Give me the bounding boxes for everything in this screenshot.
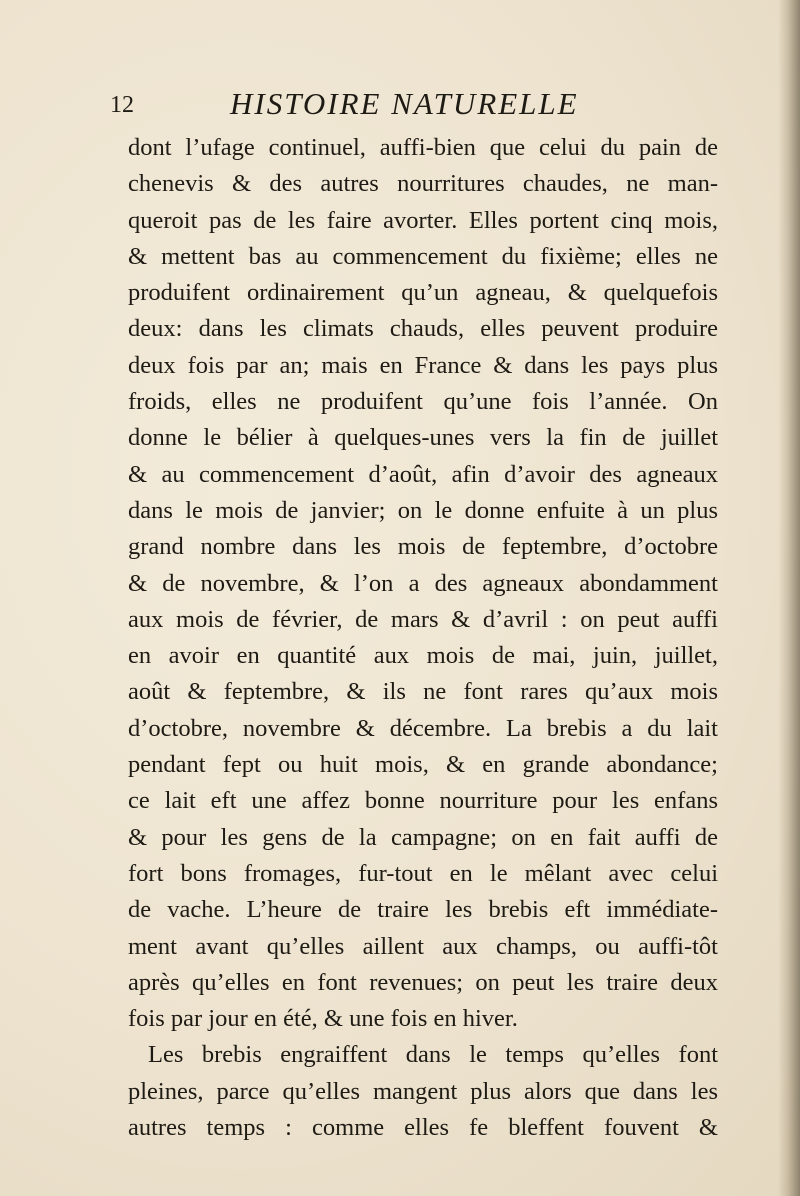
text-line: aux mois de février, de mars & d’avril : on peut auffi — [128, 605, 718, 633]
text-line: froids, elles ne produifent qu’une fois l’année. On — [128, 388, 718, 416]
text-line: pleines, parce qu’elles mangent plus alors que dans les — [128, 1077, 718, 1105]
text-line: autres temps : comme elles fe bleffent fouvent & — [128, 1114, 718, 1142]
text-line: deux: dans les climats chauds, elles peuvent produire — [128, 315, 718, 343]
text-line: queroit pas de les faire avorter. Elles portent cinq mois, — [128, 206, 718, 234]
text-line: août & feptembre, & ils ne font rares qu’aux mois — [128, 678, 718, 706]
text-line: après qu’elles en font revenues; on peut les traire deux — [128, 968, 718, 996]
text-line: d’octobre, novembre & décembre. La brebis a du lait — [128, 714, 718, 742]
text-line: chenevis & des autres nourritures chaudes, ne man- — [128, 170, 718, 198]
text-line: dont l’ufage continuel, auffi-bien que celui du pain de — [128, 134, 718, 161]
text-line: pendant fept ou huit mois, & en grande abondance; — [128, 751, 718, 779]
text-line: & de novembre, & l’on a des agneaux abondamment — [128, 569, 718, 597]
running-title: HISTOIRE NATURELLE — [230, 86, 579, 121]
text-line: grand nombre dans les mois de feptembre, d’octobre — [128, 533, 718, 561]
text-line: produifent ordinairement qu’un agneau, & quelquefois — [128, 279, 718, 307]
page-gutter-shadow — [778, 0, 800, 1196]
text-line: en avoir en quantité aux mois de mai, juin, juillet, — [128, 642, 718, 670]
text-line: ment avant qu’elles aillent aux champs, ou auffi-tôt — [128, 932, 718, 960]
text-line: & mettent bas au commencement du fixième; elles ne — [128, 242, 718, 270]
text-line: dans le mois de janvier; on le donne enfuite à un plus — [128, 496, 718, 524]
text-line: fort bons fromages, fur-tout en le mêlant avec celui — [128, 859, 718, 887]
text-line: ce lait eft une affez bonne nourriture pour les enfans — [128, 787, 718, 815]
text-line: & au commencement d’août, afin d’avoir des agneaux — [128, 460, 718, 488]
text-line: & pour les gens de la campagne; on en fait auffi de — [128, 823, 718, 851]
paragraph-end-line: fois par jour en été, & une fois en hiver. — [128, 1005, 518, 1033]
page-number: 12 — [110, 92, 134, 118]
page-header — [110, 86, 710, 126]
text-line: de vache. L’heure de traire les brebis eft immédiate- — [128, 896, 718, 924]
text-line: deux fois par an; mais en France & dans les pays plus — [128, 351, 718, 379]
body-text — [128, 130, 718, 1146]
text-line: donne le bélier à quelques-unes vers la fin de juillet — [128, 424, 718, 452]
paragraph-start-line: Les brebis engraiffent dans le temps qu’elles font — [148, 1041, 718, 1069]
